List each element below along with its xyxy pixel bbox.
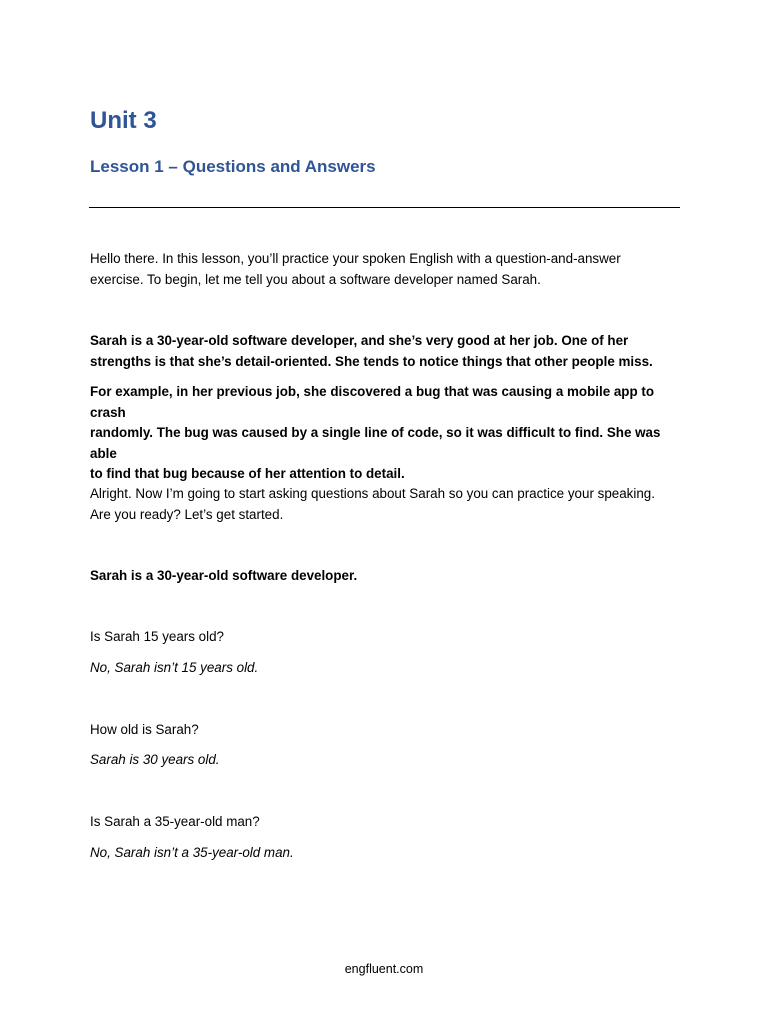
transition-line-2: Are you ready? Let’s get started. [90,506,284,522]
story-p1-line-1: Sarah is a 30-year-old software developer, and she’s very good at her job. One of her [90,333,629,348]
story-p2-line-2: randomly. The bug was caused by a single line of code, so it was difficult to find. She was able [90,425,661,461]
answer-1: No, Sarah isn’t 15 years old. [90,660,259,675]
unit-title: Unit 3 [90,107,157,134]
intro-line-2: exercise. To begin, let me tell you about a software developer named Sarah. [90,271,541,287]
question-3: Is Sarah a 35-year-old man? [90,814,260,829]
story-paragraph-1 [90,331,682,372]
story-p2-line-1: For example, in her previous job, she discovered a bug that was causing a mobile app to crash [90,384,655,420]
footer-site-url: engfluent.com [344,962,424,976]
answer-2: Sarah is 30 years old. [90,752,220,767]
story-p2-line-3: to find that bug because of her attention to detail. [90,466,405,482]
intro-paragraph [90,249,682,290]
statement: Sarah is a 30-year-old software developer. [90,568,358,583]
story-p1-line-2: strengths is that she’s detail-oriented. She tends to notice things that other people miss. [90,353,653,369]
transition-line-1: Alright. Now I’m going to start asking questions about Sarah so you can practice your speaking. [90,486,655,501]
story-paragraph-2 [90,382,682,485]
question-1: Is Sarah 15 years old? [90,629,224,644]
intro-line-1: Hello there. In this lesson, you’ll practice your spoken English with a question-and-answer [90,251,621,266]
question-2: How old is Sarah? [90,722,199,737]
lesson-title: Lesson 1 – Questions and Answers [90,157,376,176]
transition-paragraph [90,484,682,525]
answer-3: No, Sarah isn’t a 35-year-old man. [90,845,294,860]
title-divider [89,207,680,208]
